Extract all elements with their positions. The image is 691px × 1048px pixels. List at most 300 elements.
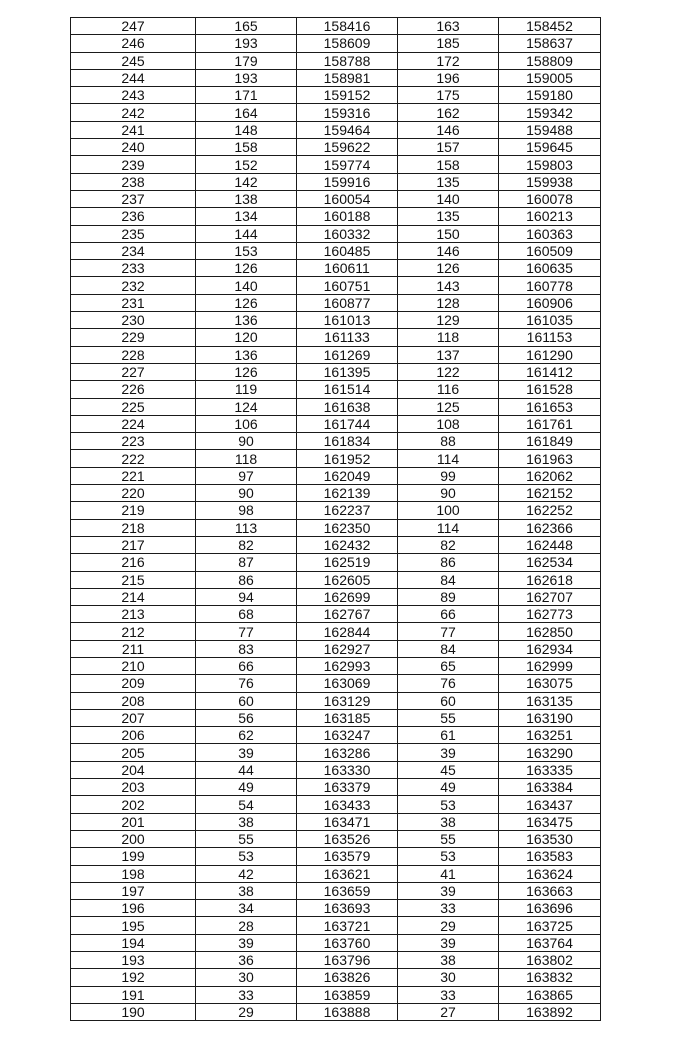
table-row: [71, 433, 601, 450]
count-a-cell: 90: [196, 485, 297, 502]
table-row: [71, 415, 601, 432]
count-b-cell: 86: [398, 554, 499, 571]
score-cell: 221: [71, 467, 196, 484]
score-cell: 208: [71, 692, 196, 709]
cumulative-a-cell: 163721: [297, 917, 398, 934]
count-a-cell: 83: [196, 640, 297, 657]
count-a-cell: 126: [196, 260, 297, 277]
count-a-cell: 54: [196, 796, 297, 813]
count-a-cell: 39: [196, 934, 297, 951]
cumulative-a-cell: 163888: [297, 1003, 398, 1020]
cumulative-b-cell: 161528: [499, 381, 601, 398]
cumulative-a-cell: 160751: [297, 277, 398, 294]
score-cell: 246: [71, 35, 196, 52]
score-cell: 234: [71, 242, 196, 259]
score-cell: 219: [71, 502, 196, 519]
table-row: [71, 467, 601, 484]
count-a-cell: 60: [196, 692, 297, 709]
score-cell: 202: [71, 796, 196, 813]
score-cell: 223: [71, 433, 196, 450]
count-b-cell: 82: [398, 536, 499, 553]
score-cell: 190: [71, 1003, 196, 1020]
score-cell: 242: [71, 104, 196, 121]
count-b-cell: 150: [398, 225, 499, 242]
table-body: [71, 18, 601, 1021]
cumulative-b-cell: 158637: [499, 35, 601, 52]
table-row: [71, 52, 601, 69]
table-row: [71, 242, 601, 259]
cumulative-b-cell: 162252: [499, 502, 601, 519]
count-a-cell: 82: [196, 536, 297, 553]
count-b-cell: 172: [398, 52, 499, 69]
cumulative-b-cell: 159938: [499, 173, 601, 190]
count-a-cell: 62: [196, 727, 297, 744]
count-b-cell: 114: [398, 519, 499, 536]
cumulative-b-cell: 161035: [499, 312, 601, 329]
cumulative-b-cell: 158452: [499, 18, 601, 35]
cumulative-a-cell: 163796: [297, 952, 398, 969]
count-b-cell: 99: [398, 467, 499, 484]
cumulative-b-cell: 162773: [499, 606, 601, 623]
cumulative-a-cell: 161514: [297, 381, 398, 398]
cumulative-a-cell: 162927: [297, 640, 398, 657]
score-cell: 235: [71, 225, 196, 242]
score-cell: 209: [71, 675, 196, 692]
cumulative-a-cell: 159152: [297, 87, 398, 104]
count-b-cell: 175: [398, 87, 499, 104]
score-cell: 229: [71, 329, 196, 346]
score-cell: 210: [71, 657, 196, 674]
score-cell: 217: [71, 536, 196, 553]
cumulative-b-cell: 162707: [499, 588, 601, 605]
cumulative-a-cell: 162139: [297, 485, 398, 502]
cumulative-a-cell: 163129: [297, 692, 398, 709]
count-a-cell: 36: [196, 952, 297, 969]
cumulative-b-cell: 163663: [499, 882, 601, 899]
table-row: [71, 848, 601, 865]
count-a-cell: 38: [196, 882, 297, 899]
cumulative-a-cell: 161395: [297, 363, 398, 380]
cumulative-b-cell: 159180: [499, 87, 601, 104]
cumulative-b-cell: 163865: [499, 986, 601, 1003]
cumulative-b-cell: 162062: [499, 467, 601, 484]
count-b-cell: 53: [398, 848, 499, 865]
score-cell: 195: [71, 917, 196, 934]
count-a-cell: 126: [196, 363, 297, 380]
count-b-cell: 49: [398, 779, 499, 796]
count-a-cell: 55: [196, 830, 297, 847]
table-row: [71, 450, 601, 467]
score-cell: 213: [71, 606, 196, 623]
cumulative-a-cell: 162237: [297, 502, 398, 519]
cumulative-a-cell: 162049: [297, 467, 398, 484]
cumulative-b-cell: 163832: [499, 969, 601, 986]
table-row: [71, 917, 601, 934]
cumulative-b-cell: 163335: [499, 761, 601, 778]
cumulative-b-cell: 160906: [499, 294, 601, 311]
count-a-cell: 98: [196, 502, 297, 519]
count-b-cell: 146: [398, 121, 499, 138]
table-row: [71, 398, 601, 415]
cumulative-b-cell: 159488: [499, 121, 601, 138]
table-row: [71, 139, 601, 156]
count-b-cell: 38: [398, 952, 499, 969]
table-row: [71, 761, 601, 778]
table-row: [71, 588, 601, 605]
table-row: [71, 709, 601, 726]
count-a-cell: 124: [196, 398, 297, 415]
score-cell: 244: [71, 69, 196, 86]
table-row: [71, 225, 601, 242]
count-b-cell: 77: [398, 623, 499, 640]
table-row: [71, 69, 601, 86]
cumulative-b-cell: 161290: [499, 346, 601, 363]
cumulative-b-cell: 163802: [499, 952, 601, 969]
cumulative-a-cell: 158981: [297, 69, 398, 86]
cumulative-b-cell: 163764: [499, 934, 601, 951]
count-b-cell: 53: [398, 796, 499, 813]
count-a-cell: 76: [196, 675, 297, 692]
count-b-cell: 39: [398, 882, 499, 899]
count-a-cell: 193: [196, 35, 297, 52]
table-row: [71, 882, 601, 899]
count-b-cell: 126: [398, 260, 499, 277]
score-cell: 211: [71, 640, 196, 657]
score-cell: 193: [71, 952, 196, 969]
cumulative-a-cell: 158788: [297, 52, 398, 69]
cumulative-b-cell: 162618: [499, 571, 601, 588]
cumulative-b-cell: 161653: [499, 398, 601, 415]
table-row: [71, 363, 601, 380]
count-b-cell: 33: [398, 986, 499, 1003]
count-b-cell: 60: [398, 692, 499, 709]
cumulative-a-cell: 159916: [297, 173, 398, 190]
score-cell: 241: [71, 121, 196, 138]
count-b-cell: 89: [398, 588, 499, 605]
count-a-cell: 97: [196, 467, 297, 484]
count-a-cell: 136: [196, 346, 297, 363]
count-a-cell: 77: [196, 623, 297, 640]
count-b-cell: 114: [398, 450, 499, 467]
table-row: [71, 986, 601, 1003]
count-b-cell: 41: [398, 865, 499, 882]
score-cell: 237: [71, 190, 196, 207]
score-cell: 212: [71, 623, 196, 640]
count-a-cell: 66: [196, 657, 297, 674]
cumulative-b-cell: 163384: [499, 779, 601, 796]
cumulative-a-cell: 163659: [297, 882, 398, 899]
count-b-cell: 88: [398, 433, 499, 450]
table-row: [71, 900, 601, 917]
count-a-cell: 29: [196, 1003, 297, 1020]
score-cell: 199: [71, 848, 196, 865]
score-distribution-table: [70, 17, 601, 1021]
score-cell: 247: [71, 18, 196, 35]
cumulative-b-cell: 163290: [499, 744, 601, 761]
score-cell: 216: [71, 554, 196, 571]
cumulative-a-cell: 162844: [297, 623, 398, 640]
score-cell: 224: [71, 415, 196, 432]
cumulative-a-cell: 160877: [297, 294, 398, 311]
score-cell: 230: [71, 312, 196, 329]
table-row: [71, 519, 601, 536]
score-cell: 196: [71, 900, 196, 917]
cumulative-b-cell: 163437: [499, 796, 601, 813]
cumulative-a-cell: 162350: [297, 519, 398, 536]
table-row: [71, 657, 601, 674]
count-b-cell: 140: [398, 190, 499, 207]
cumulative-b-cell: 163190: [499, 709, 601, 726]
count-a-cell: 158: [196, 139, 297, 156]
table-row: [71, 260, 601, 277]
score-cell: 205: [71, 744, 196, 761]
table-row: [71, 554, 601, 571]
table-row: [71, 952, 601, 969]
count-b-cell: 196: [398, 69, 499, 86]
count-b-cell: 39: [398, 934, 499, 951]
count-a-cell: 126: [196, 294, 297, 311]
count-b-cell: 135: [398, 173, 499, 190]
score-cell: 215: [71, 571, 196, 588]
score-cell: 197: [71, 882, 196, 899]
cumulative-a-cell: 159774: [297, 156, 398, 173]
score-cell: 227: [71, 363, 196, 380]
cumulative-a-cell: 158416: [297, 18, 398, 35]
score-cell: 239: [71, 156, 196, 173]
count-a-cell: 165: [196, 18, 297, 35]
cumulative-b-cell: 160213: [499, 208, 601, 225]
count-b-cell: 185: [398, 35, 499, 52]
cumulative-b-cell: 160078: [499, 190, 601, 207]
cumulative-a-cell: 158609: [297, 35, 398, 52]
count-b-cell: 55: [398, 709, 499, 726]
cumulative-b-cell: 160635: [499, 260, 601, 277]
count-a-cell: 179: [196, 52, 297, 69]
table-row: [71, 173, 601, 190]
count-b-cell: 122: [398, 363, 499, 380]
count-b-cell: 128: [398, 294, 499, 311]
count-a-cell: 120: [196, 329, 297, 346]
table-row: [71, 294, 601, 311]
cumulative-a-cell: 163579: [297, 848, 398, 865]
cumulative-b-cell: 161761: [499, 415, 601, 432]
count-b-cell: 118: [398, 329, 499, 346]
table-row: [71, 381, 601, 398]
table-row: [71, 190, 601, 207]
cumulative-a-cell: 161952: [297, 450, 398, 467]
cumulative-a-cell: 163185: [297, 709, 398, 726]
count-b-cell: 45: [398, 761, 499, 778]
count-b-cell: 66: [398, 606, 499, 623]
count-a-cell: 136: [196, 312, 297, 329]
cumulative-a-cell: 163433: [297, 796, 398, 813]
count-a-cell: 152: [196, 156, 297, 173]
table-row: [71, 779, 601, 796]
cumulative-b-cell: 162534: [499, 554, 601, 571]
table-row: [71, 675, 601, 692]
score-cell: 218: [71, 519, 196, 536]
score-cell: 226: [71, 381, 196, 398]
cumulative-a-cell: 161133: [297, 329, 398, 346]
score-cell: 194: [71, 934, 196, 951]
count-a-cell: 44: [196, 761, 297, 778]
count-a-cell: 38: [196, 813, 297, 830]
score-cell: 222: [71, 450, 196, 467]
table-row: [71, 934, 601, 951]
cumulative-b-cell: 160509: [499, 242, 601, 259]
count-a-cell: 86: [196, 571, 297, 588]
count-a-cell: 56: [196, 709, 297, 726]
count-a-cell: 144: [196, 225, 297, 242]
count-b-cell: 108: [398, 415, 499, 432]
count-b-cell: 61: [398, 727, 499, 744]
cumulative-a-cell: 163826: [297, 969, 398, 986]
count-a-cell: 28: [196, 917, 297, 934]
cumulative-b-cell: 162366: [499, 519, 601, 536]
count-b-cell: 29: [398, 917, 499, 934]
cumulative-a-cell: 162699: [297, 588, 398, 605]
table-row: [71, 623, 601, 640]
score-cell: 238: [71, 173, 196, 190]
count-a-cell: 113: [196, 519, 297, 536]
cumulative-b-cell: 163251: [499, 727, 601, 744]
table-row: [71, 727, 601, 744]
table-row: [71, 571, 601, 588]
count-b-cell: 158: [398, 156, 499, 173]
count-a-cell: 138: [196, 190, 297, 207]
cumulative-a-cell: 159622: [297, 139, 398, 156]
table-row: [71, 329, 601, 346]
table-row: [71, 208, 601, 225]
table-row: [71, 502, 601, 519]
score-cell: 198: [71, 865, 196, 882]
cumulative-a-cell: 160485: [297, 242, 398, 259]
cumulative-b-cell: 160363: [499, 225, 601, 242]
count-a-cell: 134: [196, 208, 297, 225]
cumulative-b-cell: 162152: [499, 485, 601, 502]
cumulative-a-cell: 161638: [297, 398, 398, 415]
cumulative-a-cell: 161744: [297, 415, 398, 432]
cumulative-a-cell: 163247: [297, 727, 398, 744]
cumulative-b-cell: 163892: [499, 1003, 601, 1020]
count-a-cell: 164: [196, 104, 297, 121]
table-row: [71, 87, 601, 104]
cumulative-b-cell: 161963: [499, 450, 601, 467]
count-a-cell: 171: [196, 87, 297, 104]
count-b-cell: 39: [398, 744, 499, 761]
table-row: [71, 277, 601, 294]
table-row: [71, 346, 601, 363]
cumulative-a-cell: 160332: [297, 225, 398, 242]
cumulative-b-cell: 163583: [499, 848, 601, 865]
count-a-cell: 34: [196, 900, 297, 917]
cumulative-b-cell: 158809: [499, 52, 601, 69]
cumulative-b-cell: 163624: [499, 865, 601, 882]
score-cell: 206: [71, 727, 196, 744]
score-cell: 207: [71, 709, 196, 726]
cumulative-b-cell: 162448: [499, 536, 601, 553]
cumulative-a-cell: 163069: [297, 675, 398, 692]
count-b-cell: 55: [398, 830, 499, 847]
count-a-cell: 193: [196, 69, 297, 86]
score-cell: 233: [71, 260, 196, 277]
score-cell: 245: [71, 52, 196, 69]
cumulative-b-cell: 163475: [499, 813, 601, 830]
cumulative-a-cell: 160054: [297, 190, 398, 207]
count-a-cell: 42: [196, 865, 297, 882]
cumulative-b-cell: 163135: [499, 692, 601, 709]
score-cell: 225: [71, 398, 196, 415]
count-b-cell: 137: [398, 346, 499, 363]
count-a-cell: 90: [196, 433, 297, 450]
count-b-cell: 65: [398, 657, 499, 674]
table-row: [71, 312, 601, 329]
count-a-cell: 33: [196, 986, 297, 1003]
table-row: [71, 692, 601, 709]
cumulative-b-cell: 162850: [499, 623, 601, 640]
count-b-cell: 125: [398, 398, 499, 415]
count-b-cell: 84: [398, 571, 499, 588]
table-row: [71, 1003, 601, 1020]
cumulative-b-cell: 159005: [499, 69, 601, 86]
cumulative-a-cell: 163760: [297, 934, 398, 951]
table-row: [71, 813, 601, 830]
score-cell: 192: [71, 969, 196, 986]
cumulative-b-cell: 161849: [499, 433, 601, 450]
count-a-cell: 119: [196, 381, 297, 398]
cumulative-a-cell: 162432: [297, 536, 398, 553]
count-b-cell: 30: [398, 969, 499, 986]
cumulative-b-cell: 163696: [499, 900, 601, 917]
table-row: [71, 18, 601, 35]
cumulative-a-cell: 159316: [297, 104, 398, 121]
score-cell: 231: [71, 294, 196, 311]
count-a-cell: 118: [196, 450, 297, 467]
count-b-cell: 38: [398, 813, 499, 830]
score-cell: 240: [71, 139, 196, 156]
score-cell: 243: [71, 87, 196, 104]
cumulative-a-cell: 163286: [297, 744, 398, 761]
cumulative-b-cell: 163530: [499, 830, 601, 847]
count-b-cell: 100: [398, 502, 499, 519]
table-row: [71, 104, 601, 121]
count-b-cell: 33: [398, 900, 499, 917]
count-a-cell: 148: [196, 121, 297, 138]
count-a-cell: 140: [196, 277, 297, 294]
cumulative-a-cell: 160611: [297, 260, 398, 277]
cumulative-b-cell: 163725: [499, 917, 601, 934]
table-row: [71, 796, 601, 813]
score-cell: 232: [71, 277, 196, 294]
cumulative-a-cell: 163621: [297, 865, 398, 882]
cumulative-a-cell: 163526: [297, 830, 398, 847]
cumulative-b-cell: 162934: [499, 640, 601, 657]
score-cell: 200: [71, 830, 196, 847]
count-b-cell: 135: [398, 208, 499, 225]
table-row: [71, 156, 601, 173]
count-a-cell: 153: [196, 242, 297, 259]
score-cell: 204: [71, 761, 196, 778]
cumulative-a-cell: 163471: [297, 813, 398, 830]
count-a-cell: 87: [196, 554, 297, 571]
table-row: [71, 606, 601, 623]
cumulative-a-cell: 163693: [297, 900, 398, 917]
score-cell: 214: [71, 588, 196, 605]
count-b-cell: 157: [398, 139, 499, 156]
table-row: [71, 640, 601, 657]
count-b-cell: 84: [398, 640, 499, 657]
count-a-cell: 68: [196, 606, 297, 623]
